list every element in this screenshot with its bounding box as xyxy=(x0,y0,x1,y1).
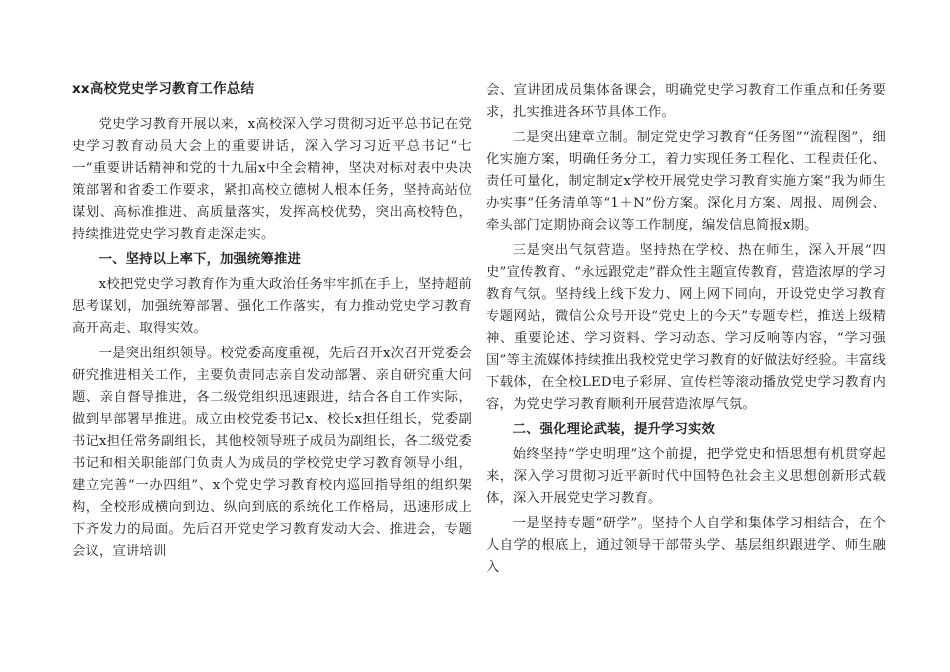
section2-paragraph-2: 一是坚持专题“研学”。坚持个人自学和集体学习相结合，在个人自学的根底上，通过领导干部带头学、基层组织跟进学、师生融入 xyxy=(486,516,886,575)
right-column xyxy=(486,80,886,579)
continued-paragraph: 会、宣讲团成员集体备课会，明确党史学习教育工作重点和任务要求，扎实推进各环节具体工作。 xyxy=(486,83,886,120)
section2-paragraph-1: 始终坚持“学史明理”这个前提，把学党史和悟思想有机贯穿起来，深入学习贯彻习近平新时代中国特色社会主义思想创新形式载体，深入开展党史学习教育。 xyxy=(486,447,886,506)
section1-paragraph-4: 三是突出气氛营造。坚持热在学校、热在师生，深入开展“四史”宣传教育、“永远跟党走”群众性主题宣传教育，营造浓厚的学习教育气氛。坚持线上线下发力、网上网下同向，开设党史学习教育专题网站，微信公众号开设“党史上的今天”专题专栏，推送上级精神、重要论述、学习资料、学习动态、学习反响等内容，“学习强国”等主流媒体持续推出我校党史学习教育的好做法好经验。丰富线下载体，在全校LED电子彩屏、宣传栏等滚动播放党史学习教育内容，为党史学习教育顺利开展营造浓厚气氛。 xyxy=(486,243,886,412)
section-heading-2: 二、强化理论武装，提升学习实效 xyxy=(512,422,716,437)
left-column xyxy=(72,78,472,563)
intro-paragraph: 党史学习教育开展以来，x高校深入学习贯彻习近平总书记在党史学习教育动员大会上的重要讲话，深入学习习近平总书记“七一”重要讲话精神和党的十九届x中全会精神，坚决对标对表中央决策部署和省委工作要求，紧扣高校立德树人根本任务，坚持高站位谋划、高标准推进、高质量落实，发挥高校优势，突出高校特色，持续推进党史学习教育走深走实。 xyxy=(72,117,472,242)
document-title: xx高校党史学习教育工作总结 xyxy=(72,81,255,97)
section1-paragraph-1: x校把党史学习教育作为重大政治任务牢牢抓在手上，坚持超前思考谋划，加强统筹部署、强化工作落实，有力推动党史学习教育高开高走、取得实效。 xyxy=(72,277,472,336)
section-heading-1: 一、坚持以上率下，加强统筹推进 xyxy=(98,252,302,267)
section1-paragraph-2: 一是突出组织领导。校党委高度重视，先后召开x次召开党委会研究推进相关工作，主要负责同志亲自发动部署、亲自研究重大问题、亲自督导推进，各二级党组织迅速跟进，结合各自工作实际，做到早部署早推进。成立由校党委书记x、校长x担任组长，党委副书记x担任常务副组长，其他校领导班子成员为副组长，各二级党委书记和相关职能部门负责人为成员的学校党史学习教育领导小组，建立完善“一办四组”、x个党史学习教育校内巡回指导组的组织架构，全校形成横向到边、纵向到底的系统化工作格局，迅速形成上下齐发力的局面。先后召开党史学习教育发动大会、推进会，专题会议，宣讲培训 xyxy=(72,346,472,559)
section1-paragraph-3: 二是突出建章立制。制定党史学习教育“任务图”“流程图”，细化实施方案，明确任务分工，着力实现任务工程化、工程责任化、责任可量化，制定制定x学校开展党史学习教育实施方案“我为师生办实事”任务清单等“1＋N”份方案。深化月方案、周报、周例会、牵头部门定期协商会议等工作制度，编发信息简报x期。 xyxy=(486,130,886,233)
